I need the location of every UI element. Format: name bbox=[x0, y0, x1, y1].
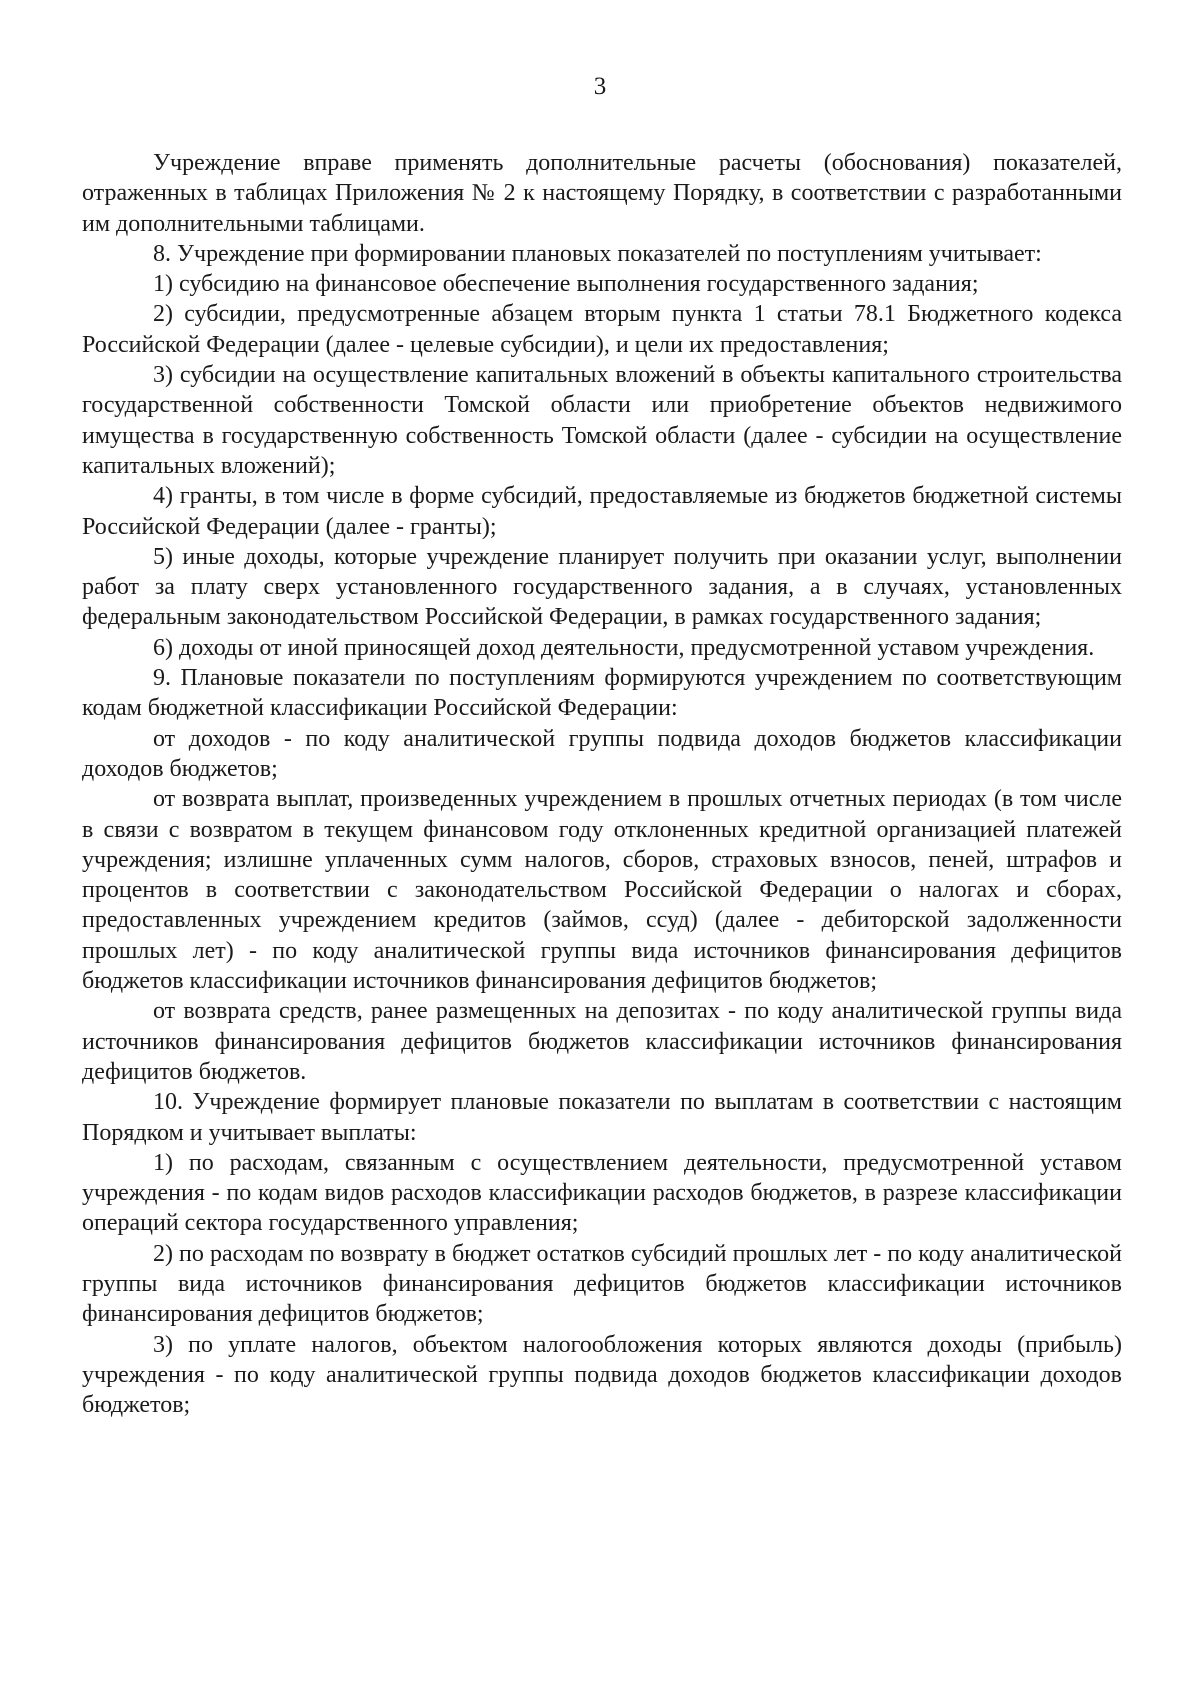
paragraph-item-9: 9. Плановые показатели по поступлениям формируются учреждением по соответствующим кодам бюджетной классификации Российской Федерации: bbox=[82, 665, 1122, 722]
page-number: 3 bbox=[593, 73, 607, 100]
paragraph-8-2: 2) субсидии, предусмотренные абзацем вторым пункта 1 статьи 78.1 Бюджетного кодекса Российской Федерации (далее - целевые субсидии), и цели их предоставления; bbox=[82, 301, 1122, 358]
paragraph-8-1: 1) субсидию на финансовое обеспечение выполнения государственного задания; bbox=[153, 271, 979, 298]
paragraph-9-deposits: от возврата средств, ранее размещенных на депозитах - по коду аналитической группы вида источников финансирования дефицитов бюджетов классификации источников финансирования дефицитов бюджетов. bbox=[82, 998, 1122, 1085]
paragraph-8-3: 3) субсидии на осуществление капитальных вложений в объекты капитального строительства государственной собственности Томской области или приобретение объектов недвижимого имущества в государственную собственность Томской области (далее - субсидии на осуществление капитальных вложений); bbox=[82, 362, 1122, 479]
paragraph-10-3: 3) по уплате налогов, объектом налогообложения которых являются доходы (прибыль) учреждения - по коду аналитической группы подвида доходов бюджетов классификации доходов бюджетов; bbox=[82, 1331, 1122, 1419]
document-body bbox=[82, 148, 1122, 1420]
paragraph-item-10: 10. Учреждение формирует плановые показатели по выплатам в соответствии с настоящим Порядком и учитывает выплаты: bbox=[82, 1089, 1122, 1146]
paragraph-8-5: 5) иные доходы, которые учреждение планирует получить при оказании услуг, выполнении работ за плату сверх установленного государственного задания, а в случаях, установленных федеральным законодательством Российской Федерации, в рамках государственного задания; bbox=[82, 543, 1122, 631]
paragraph-item-8: 8. Учреждение при формировании плановых показателей по поступлениям учитывает: bbox=[153, 240, 1042, 267]
paragraph-10-1: 1) по расходам, связанным с осуществлением деятельности, предусмотренной уставом учреждения - по кодам видов расходов классификации расходов бюджетов, в разрезе классификации операций сектора государственного управления; bbox=[82, 1149, 1122, 1237]
paragraph-9-refunds: от возврата выплат, произведенных учреждением в прошлых отчетных периодах (в том числе в связи с возвратом в текущем финансовом году отклоненных кредитной организацией платежей учреждения; излишне уплаченных сумм налогов, сборов, страховых взносов, пеней, штрафов и процентов в соответствии с законодательством Российской Федерации о налогах и сборах, предоставленных учреждением кредитов (займов, ссуд) (далее - дебиторской задолженности прошлых лет) - по коду аналитической группы вида источников финансирования дефицитов бюджетов классификации источников финансирования дефицитов бюджетов; bbox=[82, 786, 1122, 995]
paragraph-8-4: 4) гранты, в том числе в форме субсидий, предоставляемые из бюджетов бюджетной системы Российской Федерации (далее - гранты); bbox=[82, 483, 1122, 540]
paragraph-10-2: 2) по расходам по возврату в бюджет остатков субсидий прошлых лет - по коду аналитической группы вида источников финансирования дефицитов бюджетов классификации источников финансирования дефицитов бюджетов; bbox=[82, 1240, 1122, 1328]
paragraph-8-6: 6) доходы от иной приносящей доход деятельности, предусмотренной уставом учреждения. bbox=[153, 634, 1095, 661]
paragraph-additional-calculations: Учреждение вправе применять дополнительные расчеты (обоснования) показателей, отраженных в таблицах Приложения № 2 к настоящему Порядку, в соответствии с разработанными им дополнительными таблицами. bbox=[82, 150, 1122, 237]
paragraph-9-income: от доходов - по коду аналитической группы подвида доходов бюджетов классификации доходов бюджетов; bbox=[82, 725, 1122, 782]
